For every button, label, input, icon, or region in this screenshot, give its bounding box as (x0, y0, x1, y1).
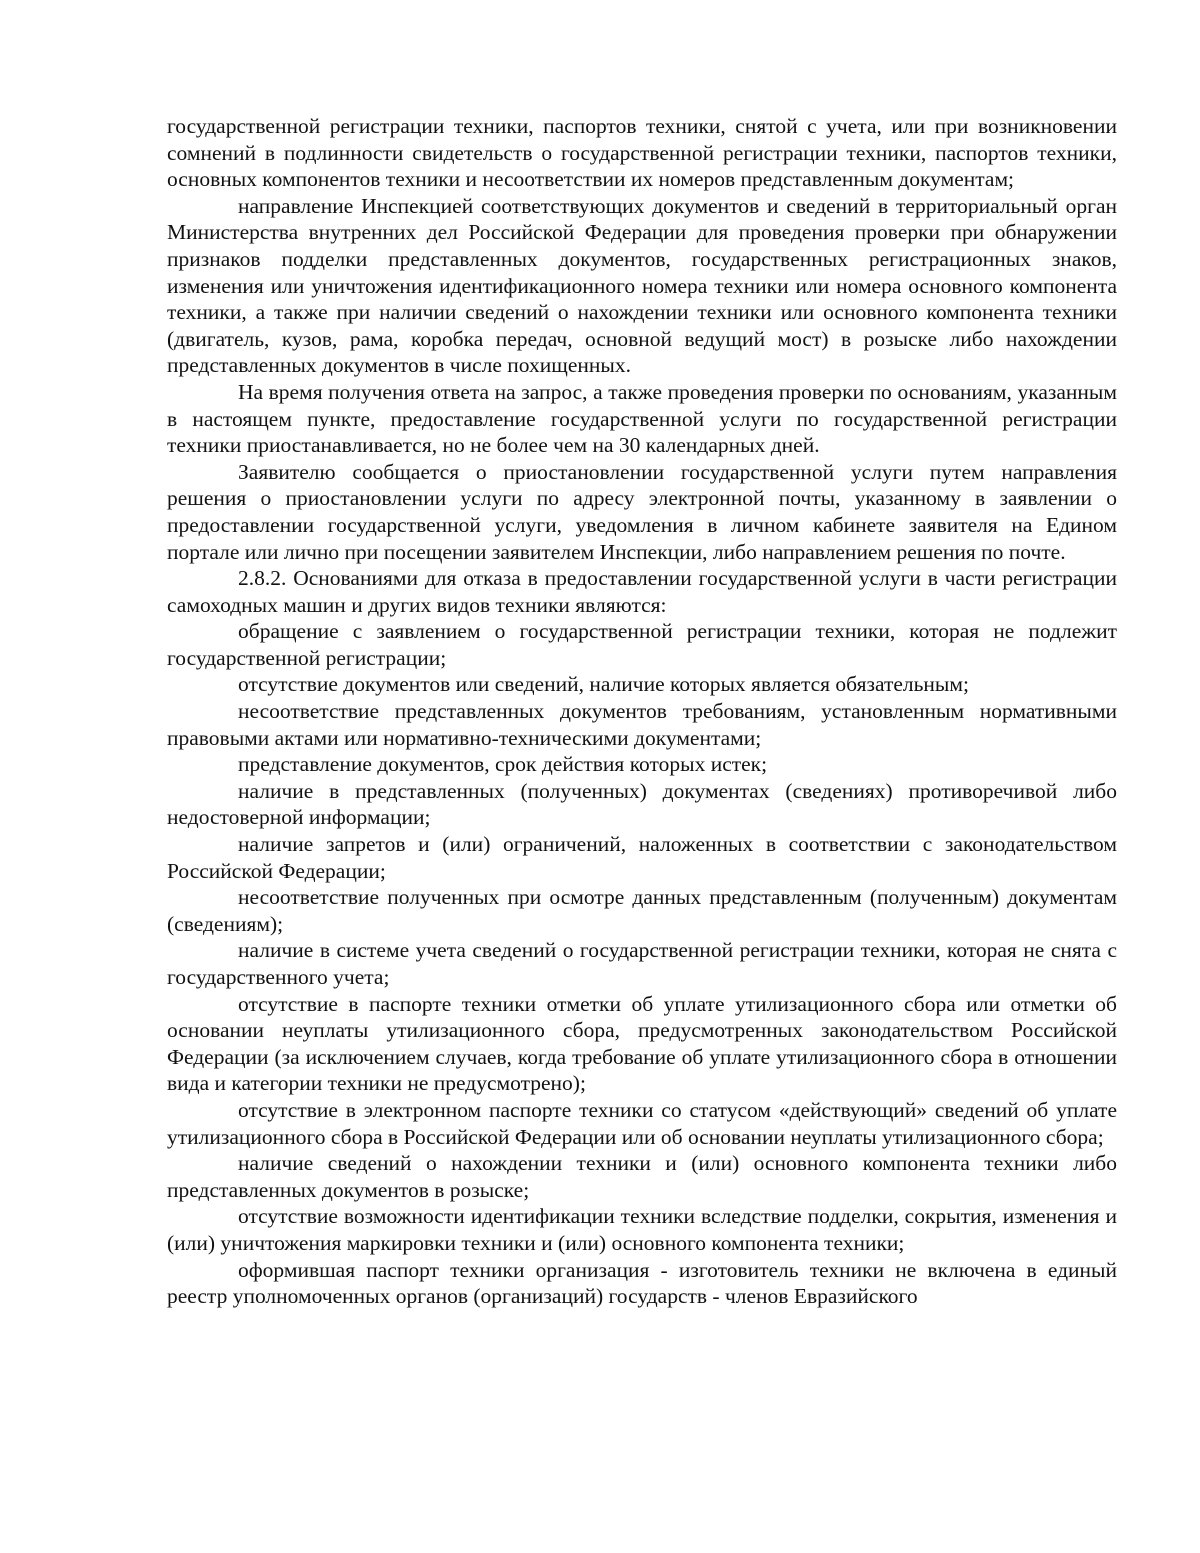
list-item: отсутствие в электронном паспорте техники со статусом «действующий» сведений об уплате утилизационного сбора в Российской Федерации или об основании неуплаты утилизационного сбора; (167, 1097, 1117, 1149)
list-item: отсутствие документов или сведений, наличие которых является обязательным; (238, 672, 969, 697)
list-item: несоответствие полученных при осмотре данных представленным (полученным) документам (сведениям); (167, 885, 1117, 936)
list-item: наличие в представленных (полученных) документах (сведениях) противоречивой либо недостоверной информации; (167, 778, 1117, 830)
list-item: оформившая паспорт техники организация - изготовитель техники не включена в единый реестр уполномоченных органов (организаций) государств - членов Евразийского (167, 1257, 1117, 1309)
paragraph-continuation: государственной регистрации техники, паспортов техники, снятой с учета, или при возникновении сомнений в подлинности свидетельств о государственной регистрации техники, паспортов техники, основных компонентов техники и несоответствии их номеров представленным документам; (167, 114, 1117, 192)
list-item: наличие запретов и (или) ограничений, наложенных в соответствии с законодательством Российской Федерации; (167, 832, 1117, 883)
list-item: наличие сведений о нахождении техники и (или) основного компонента техники либо представленных документов в розыске; (167, 1151, 1117, 1202)
document-page (167, 113, 1117, 1310)
list-item: представление документов, срок действия которых истек; (238, 752, 768, 777)
list-item: наличие в системе учета сведений о государственной регистрации техники, которая не снята с государственного учета; (167, 938, 1117, 989)
list-item: обращение с заявлением о государственной регистрации техники, которая не подлежит государственной регистрации; (167, 619, 1117, 670)
paragraph: направление Инспекцией соответствующих документов и сведений в территориальный орган Министерства внутренних дел Российской Федерации для проведения проверки при обнаружении признаков подделки представленных документов, государственных регистрационных знаков, изменения или уничтожения идентификационного номера техники или номера основного компонента техники, а также при наличии сведений о нахождении техники или основного компонента техники (двигатель, кузов, рама, коробка передач, основной ведущий мост) в розыске либо нахождении представленных документов в числе похищенных. (167, 193, 1117, 378)
list-item: отсутствие в паспорте техники отметки об уплате утилизационного сбора или отметки об основании неуплаты утилизационного сбора, предусмотренных законодательством Российской Федерации (за исключением случаев, когда требование об уплате утилизационного сбора в отношении вида и категории техники не предусмотрено); (167, 991, 1117, 1096)
paragraph-section-2-8-2: 2.8.2. Основаниями для отказа в предоставлении государственной услуги в части регистрации самоходных машин и других видов техники являются: (167, 566, 1117, 617)
list-item: отсутствие возможности идентификации техники вследствие подделки, сокрытия, изменения и (или) уничтожения маркировки техники и (или) основного компонента техники; (167, 1204, 1117, 1255)
paragraph: На время получения ответа на запрос, а также проведения проверки по основаниям, указанным в настоящем пункте, предоставление государственной услуги по государственной регистрации техники приостанавливается, но не более чем на 30 календарных дней. (167, 379, 1117, 458)
paragraph: Заявителю сообщается о приостановлении государственной услуги путем направления решения о приостановлении услуги по адресу электронной почты, указанному в заявлении о предоставлении государственной услуги, уведомления в личном кабинете заявителя на Едином портале или лично при посещении заявителем Инспекции, либо направлением решения по почте. (167, 459, 1117, 564)
list-item: несоответствие представленных документов требованиям, установленным нормативными правовыми актами или нормативно-техническими документами; (167, 699, 1117, 750)
